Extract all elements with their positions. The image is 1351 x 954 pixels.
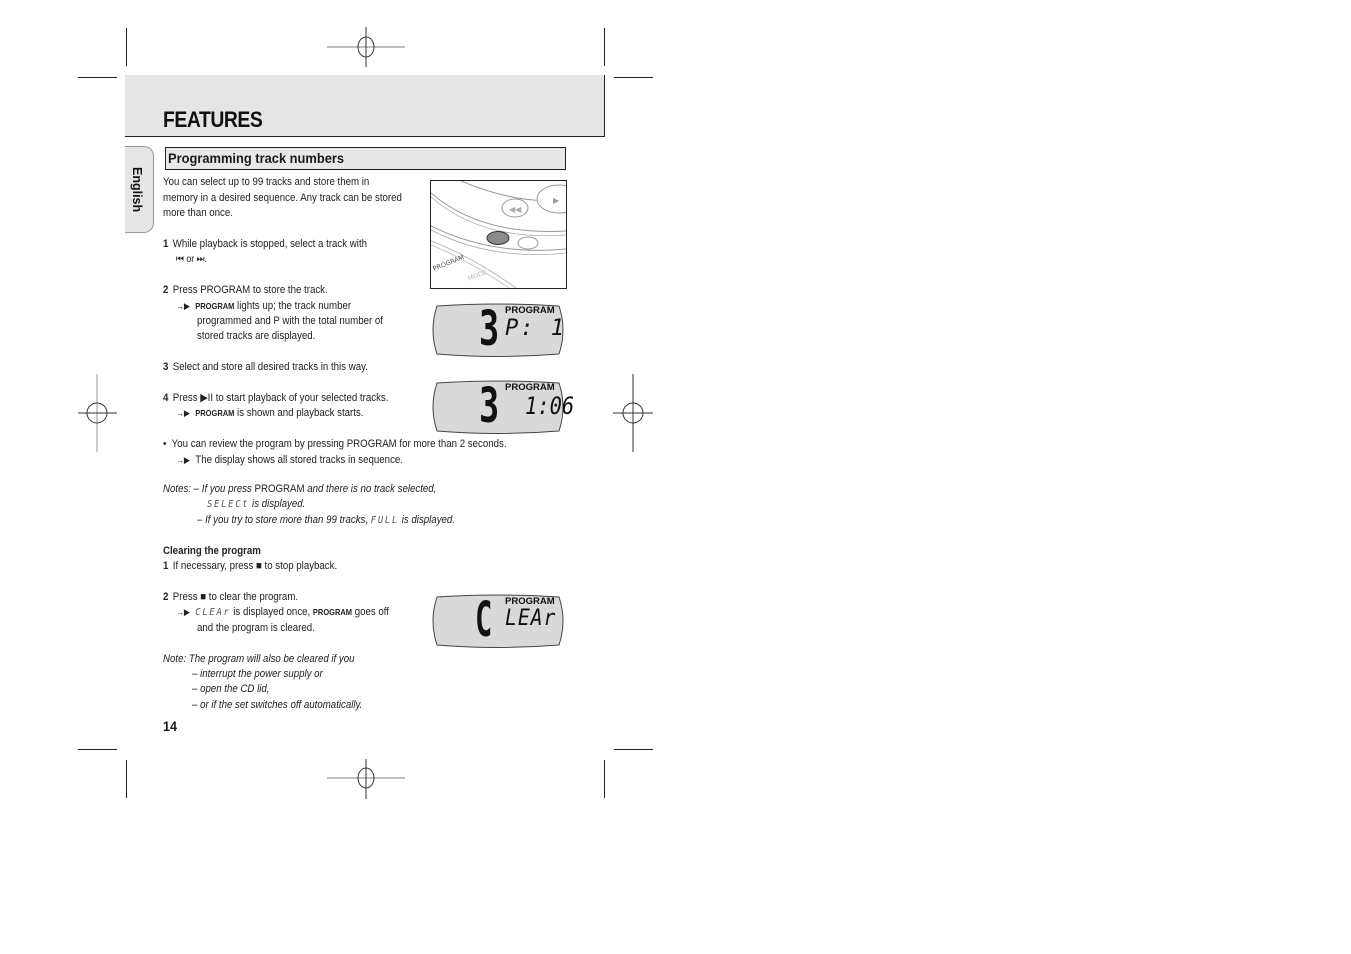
step-1-continued: ⏮ or ⏭. bbox=[176, 254, 208, 265]
step-2-result bbox=[176, 299, 351, 315]
crop-mark bbox=[78, 77, 117, 78]
lcd-clear-text: LEAr bbox=[505, 606, 557, 631]
notes-label: Notes: bbox=[163, 483, 191, 495]
step-1 bbox=[163, 237, 367, 253]
lcd-program-label: PROGRAM bbox=[505, 305, 555, 316]
section-heading bbox=[165, 147, 566, 170]
step-number: 1 bbox=[163, 238, 169, 250]
lcd-text-full: FULL bbox=[370, 515, 400, 526]
step-text: While playback is stopped, select a track with bbox=[172, 238, 368, 250]
clear-step-2-result bbox=[176, 605, 389, 621]
program-label: PROGRAM bbox=[431, 253, 466, 273]
lcd-play-time: 1:06 bbox=[525, 392, 575, 420]
intro-line: more than once. bbox=[163, 207, 233, 219]
clear-step-2 bbox=[163, 590, 298, 606]
step-text: Press PROGRAM to store the track. bbox=[172, 284, 328, 296]
result-text: is shown and playback starts. bbox=[237, 407, 364, 419]
notes-line bbox=[197, 513, 455, 529]
page-number: 14 bbox=[163, 718, 178, 734]
step-text: If necessary, press ■ to stop playback. bbox=[172, 560, 338, 572]
crop-mark bbox=[78, 749, 117, 750]
lcd-program-label: PROGRAM bbox=[505, 596, 555, 607]
page-title: FEATURES bbox=[163, 107, 263, 132]
step-number: 2 bbox=[163, 591, 169, 603]
lcd-display-playback bbox=[429, 378, 575, 434]
program-button-icon bbox=[487, 232, 509, 245]
lcd-big-c: C bbox=[475, 592, 493, 648]
note-item: – open the CD lid, bbox=[192, 683, 270, 695]
notes-text: is displayed. bbox=[252, 498, 306, 510]
registration-mark-icon bbox=[613, 374, 653, 452]
program-indicator-label: PROGRAM bbox=[195, 301, 235, 311]
device-illustration bbox=[430, 180, 567, 289]
language-tab bbox=[125, 146, 154, 233]
crop-mark bbox=[126, 760, 127, 798]
notes-line bbox=[207, 497, 305, 513]
step-4 bbox=[163, 391, 388, 407]
crop-mark bbox=[126, 28, 127, 66]
lcd-program-count: P: 1 bbox=[505, 316, 566, 341]
crop-mark bbox=[614, 749, 653, 750]
result-arrow-icon: →▶ bbox=[176, 455, 191, 465]
result-text: lights up; the track number bbox=[237, 300, 352, 312]
registration-mark-icon bbox=[78, 374, 118, 452]
notes-text: – If you press bbox=[193, 483, 252, 495]
lcd-display-program-step bbox=[429, 303, 567, 357]
program-indicator-label: PROGRAM bbox=[312, 607, 352, 617]
bullet-text: You can review the program by pressing PROGRAM for more than 2 seconds. bbox=[171, 438, 507, 450]
notes-text: – If you try to store more than 99 tracks, bbox=[197, 514, 369, 526]
notes-text: is displayed. bbox=[401, 514, 456, 526]
bullet-result bbox=[176, 453, 403, 469]
step-2 bbox=[163, 283, 328, 299]
registration-mark-icon bbox=[325, 27, 407, 67]
intro-line: You can select up to 99 tracks and store them in bbox=[163, 176, 370, 188]
note-item: – or if the set switches off automatically. bbox=[192, 699, 363, 711]
step-text: Select and store all desired tracks in this way. bbox=[172, 361, 368, 373]
crop-mark bbox=[604, 760, 605, 798]
result-arrow-icon: →▶ bbox=[176, 301, 191, 311]
result-text: goes off bbox=[354, 606, 389, 618]
clear-step-1 bbox=[163, 559, 337, 575]
result-text: The display shows all stored tracks in sequence. bbox=[195, 454, 403, 466]
mode-label: MODE bbox=[466, 268, 489, 283]
notes-line bbox=[163, 482, 436, 498]
result-arrow-icon: →▶ bbox=[176, 408, 191, 418]
notes-text: and there is no track selected, bbox=[307, 483, 437, 495]
lcd-track-digit: 3 bbox=[479, 378, 500, 434]
section-title: Programming track numbers bbox=[168, 150, 345, 166]
crop-mark bbox=[614, 77, 653, 78]
device-panel-drawing bbox=[431, 181, 566, 288]
note-line: Note: The program will also be cleared if you bbox=[163, 653, 355, 665]
step-number: 1 bbox=[163, 560, 169, 572]
clear-step-2-result-line: and the program is cleared. bbox=[197, 622, 315, 634]
svg-text:▶: ▶ bbox=[553, 196, 560, 205]
registration-mark-icon bbox=[325, 759, 407, 799]
step-text: Press ■ to clear the program. bbox=[172, 591, 299, 603]
mode-button-icon bbox=[518, 237, 538, 249]
notes-text: PROGRAM bbox=[254, 483, 305, 495]
subsection-title: Clearing the program bbox=[163, 545, 261, 557]
lcd-text-clear: CLEAr bbox=[195, 607, 231, 618]
note-item: – interrupt the power supply or bbox=[192, 668, 323, 680]
result-arrow-icon: →▶ bbox=[176, 607, 191, 617]
language-tab-label: English bbox=[130, 167, 144, 213]
step-3 bbox=[163, 360, 368, 376]
lcd-program-label: PROGRAM bbox=[505, 382, 555, 393]
intro-line: memory in a desired sequence. Any track can be stored bbox=[163, 192, 402, 204]
crop-mark bbox=[604, 28, 605, 66]
step-4-result bbox=[176, 406, 363, 422]
lcd-text-select: SELECt bbox=[207, 499, 250, 510]
result-text: is displayed once, bbox=[233, 606, 311, 618]
bullet-icon: • bbox=[163, 438, 167, 450]
bullet-item bbox=[163, 437, 507, 453]
step-number: 2 bbox=[163, 284, 169, 296]
svg-text:◀◀: ◀◀ bbox=[509, 205, 522, 214]
step-2-result-line: stored tracks are displayed. bbox=[197, 330, 316, 342]
program-indicator-label: PROGRAM bbox=[195, 408, 235, 418]
step-2-result-line: programmed and P with the total number of bbox=[197, 315, 383, 327]
lcd-track-digit: 3 bbox=[479, 301, 500, 357]
step-text: Press ▶II to start playback of your selected tracks. bbox=[172, 392, 389, 404]
lcd-display-clear bbox=[429, 594, 567, 648]
step-number: 3 bbox=[163, 361, 169, 373]
step-number: 4 bbox=[163, 392, 169, 404]
